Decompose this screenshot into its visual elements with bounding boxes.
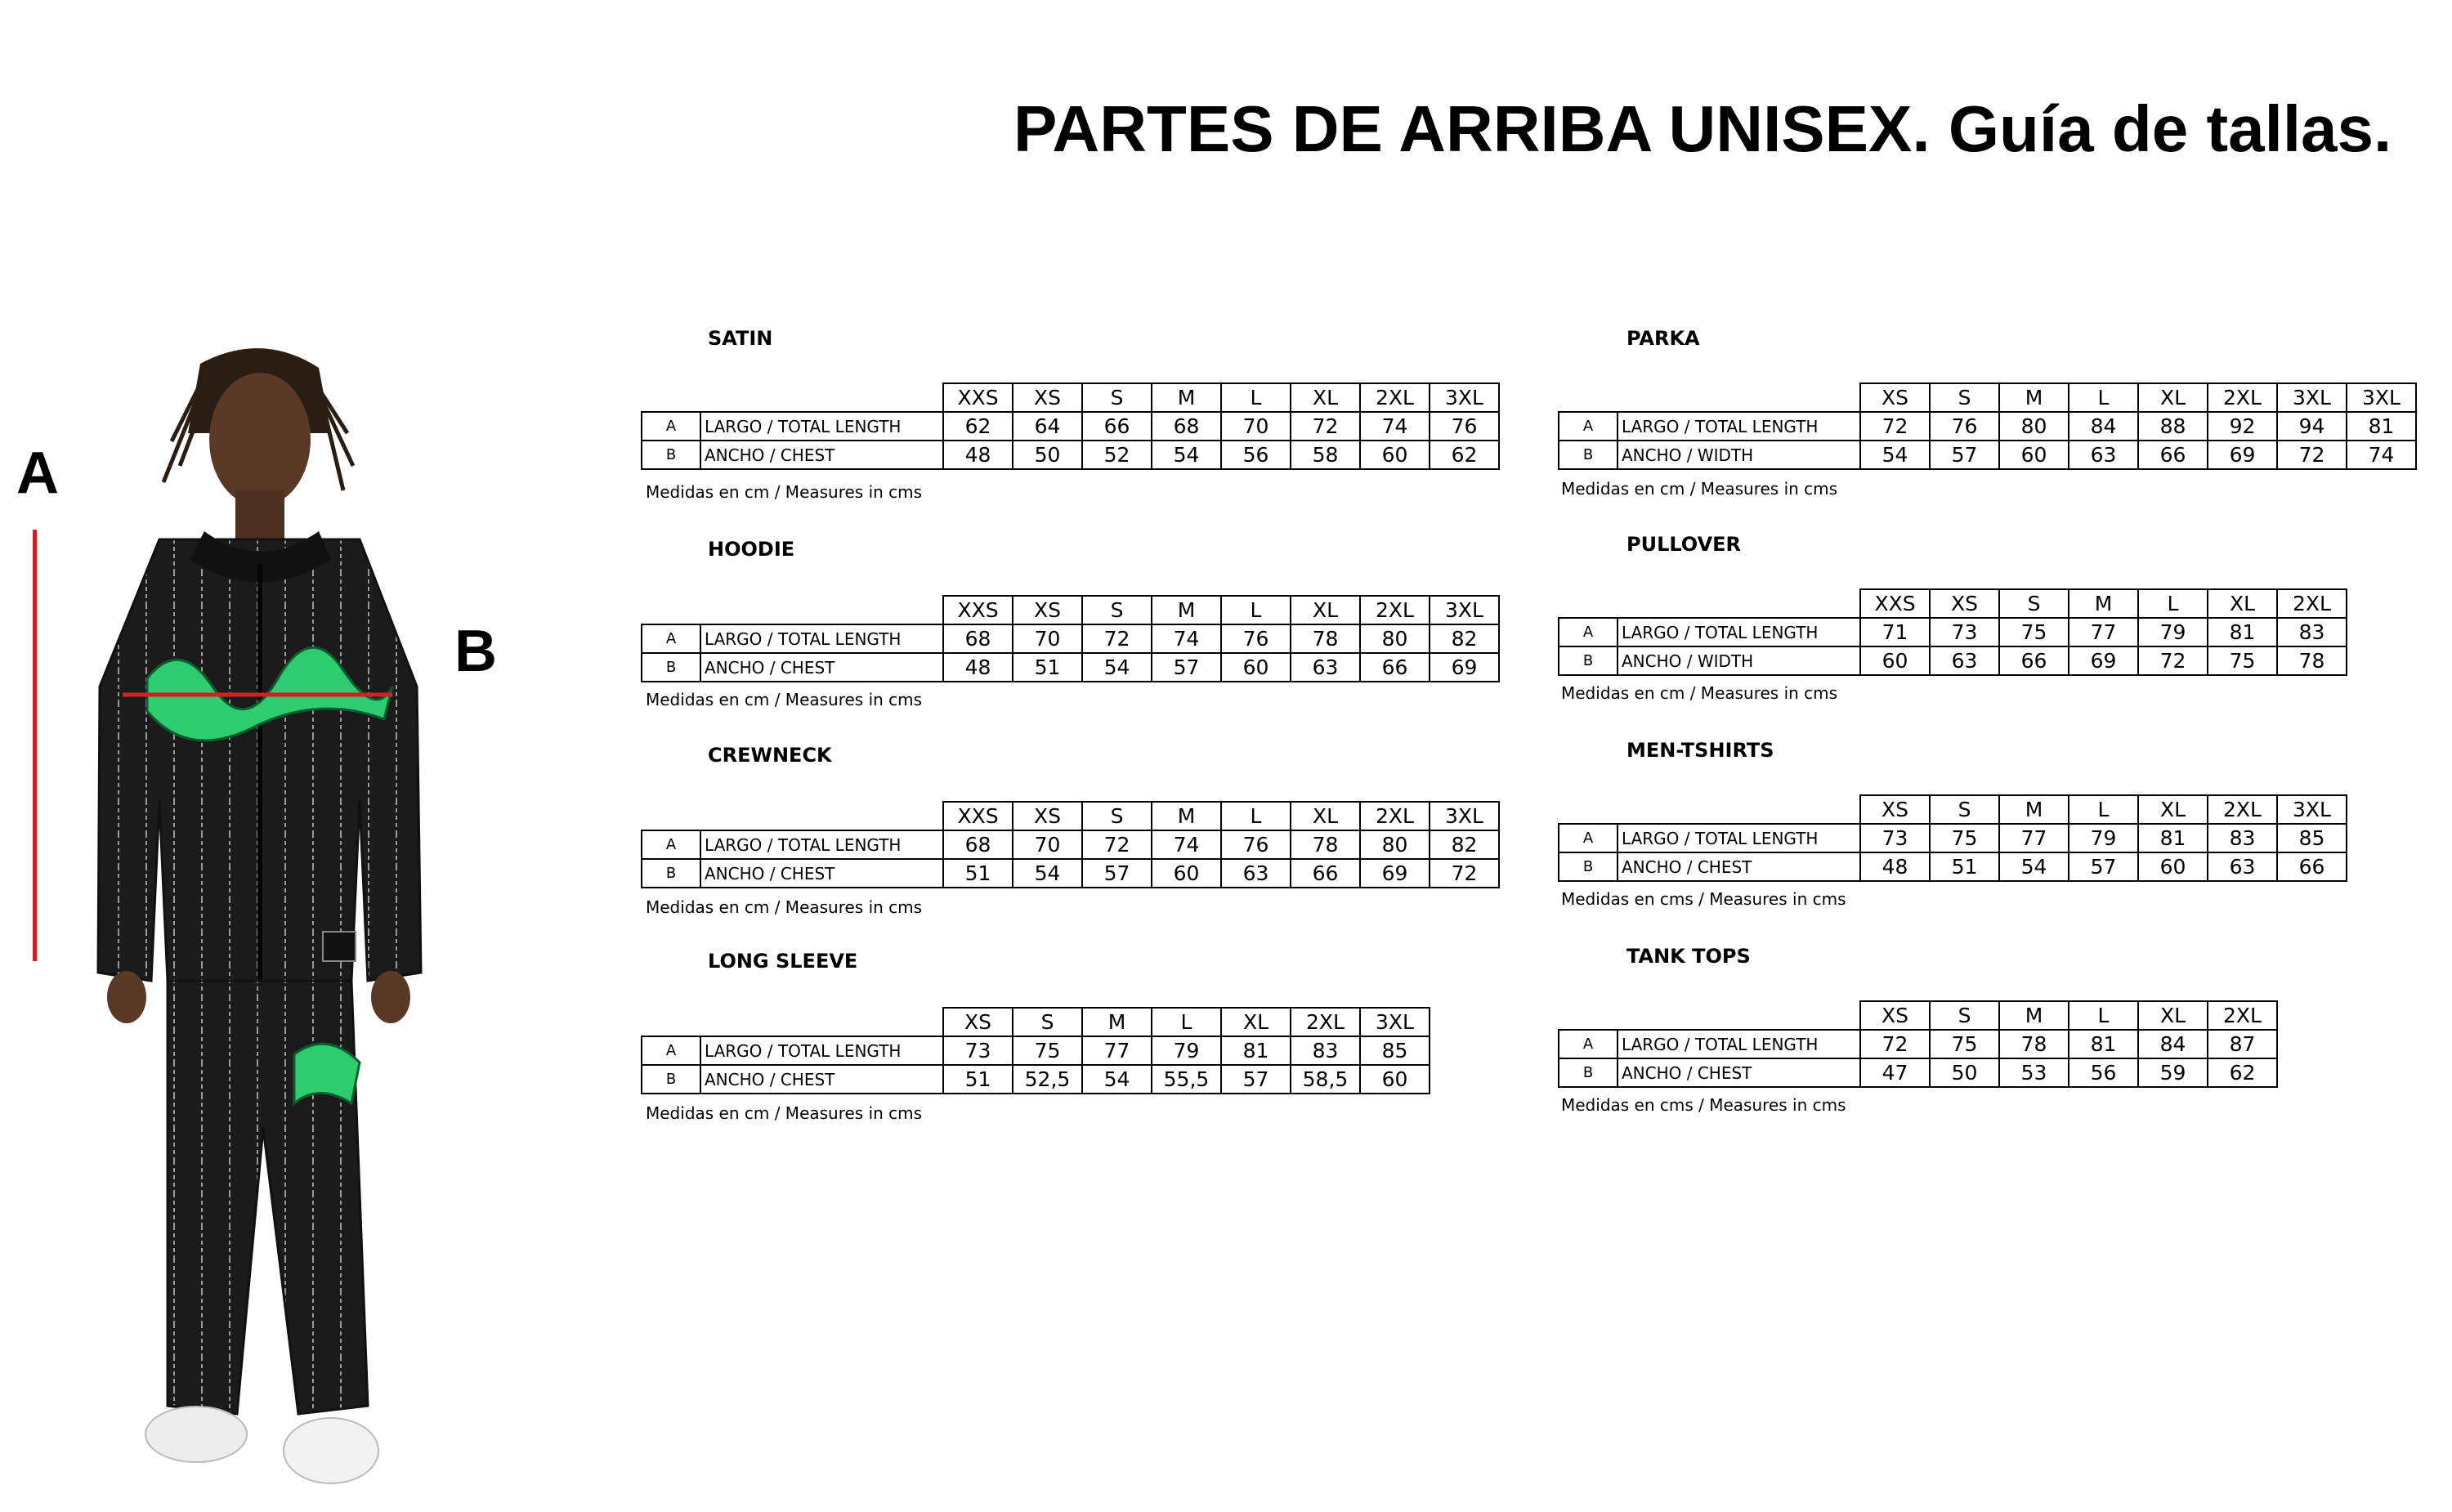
- measure-value-cell: 83: [2277, 618, 2347, 646]
- measure-value-cell: 76: [1221, 624, 1291, 653]
- measure-value-cell: 76: [1430, 412, 1499, 441]
- size-header-cell: L: [1221, 802, 1291, 830]
- measure-value-cell: 63: [1291, 653, 1360, 682]
- measure-value-cell: 72: [1860, 412, 1930, 441]
- size-header-cell: L: [2138, 589, 2208, 618]
- measure-value-cell: 85: [1360, 1036, 1430, 1065]
- men-tshirts-size-table: [1558, 794, 2347, 882]
- empty-cell: [700, 596, 943, 624]
- size-header-cell: XL: [2138, 383, 2208, 412]
- row-key-cell: B: [642, 1065, 700, 1094]
- measure-value-cell: 50: [1930, 1058, 1999, 1087]
- measure-value-cell: 77: [1082, 1036, 1152, 1065]
- measure-value-cell: 78: [1291, 830, 1360, 859]
- measure-value-cell: 48: [1860, 852, 1930, 881]
- empty-cell: [642, 802, 700, 830]
- measure-value-cell: 60: [1221, 653, 1291, 682]
- measure-value-cell: 76: [1221, 830, 1291, 859]
- measure-value-cell: 51: [1930, 852, 1999, 881]
- measure-value-cell: 60: [1860, 646, 1930, 675]
- measure-value-cell: 79: [2069, 824, 2138, 852]
- men-tshirts-title: MEN-TSHIRTS: [1626, 739, 1774, 762]
- empty-cell: [1618, 383, 1860, 412]
- measure-value-cell: 56: [2069, 1058, 2138, 1087]
- row-label-cell: LARGO / TOTAL LENGTH: [1618, 1030, 1860, 1058]
- size-header-cell: XS: [1860, 1001, 1930, 1030]
- measure-value-cell: 50: [1013, 441, 1082, 469]
- empty-cell: [642, 596, 700, 624]
- row-label-cell: ANCHO / CHEST: [700, 1065, 943, 1094]
- measure-value-cell: 66: [2277, 852, 2347, 881]
- page-title: PARTES DE ARRIBA UNISEX. Guía de tallas.: [1013, 92, 2392, 165]
- row-key-cell: B: [642, 653, 700, 682]
- measure-value-cell: 58: [1291, 441, 1360, 469]
- measure-value-cell: 51: [1013, 653, 1082, 682]
- measure-value-cell: 64: [1013, 412, 1082, 441]
- measure-value-cell: 69: [1360, 859, 1430, 888]
- row-label-cell: LARGO / TOTAL LENGTH: [700, 830, 943, 859]
- size-header-row: [642, 383, 1499, 412]
- table-row: [1559, 646, 2347, 675]
- measure-value-cell: 66: [1082, 412, 1152, 441]
- measure-value-cell: 66: [1999, 646, 2069, 675]
- measure-value-cell: 82: [1430, 624, 1499, 653]
- size-header-cell: 2XL: [2208, 1001, 2277, 1030]
- row-key-cell: B: [1559, 852, 1618, 881]
- row-key-cell: A: [1559, 824, 1618, 852]
- hoodie-title: HOODIE: [708, 538, 795, 561]
- size-header-cell: XXS: [943, 596, 1013, 624]
- table-row: [1559, 412, 2416, 441]
- row-label-cell: ANCHO / CHEST: [700, 441, 943, 469]
- row-label-cell: LARGO / TOTAL LENGTH: [700, 624, 943, 653]
- size-header-row: [1559, 383, 2416, 412]
- size-header-cell: L: [1152, 1008, 1221, 1036]
- row-key-cell: A: [642, 624, 700, 653]
- row-key-cell: B: [1559, 1058, 1618, 1087]
- row-label-cell: LARGO / TOTAL LENGTH: [1618, 618, 1860, 646]
- size-header-cell: XL: [2138, 1001, 2208, 1030]
- measure-value-cell: 56: [1221, 441, 1291, 469]
- measure-value-cell: 88: [2138, 412, 2208, 441]
- measure-value-cell: 58,5: [1291, 1065, 1360, 1094]
- table-row: [1559, 824, 2347, 852]
- measure-value-cell: 72: [2138, 646, 2208, 675]
- measure-value-cell: 57: [1082, 859, 1152, 888]
- empty-cell: [700, 802, 943, 830]
- size-header-cell: L: [2069, 795, 2138, 824]
- tank-tops-units-note: Medidas en cms / Measures in cms: [1561, 1095, 1846, 1115]
- tank-tops-size-table: [1558, 1000, 2278, 1088]
- parka-size-table: [1558, 382, 2417, 470]
- measure-value-cell: 75: [1013, 1036, 1082, 1065]
- row-key-cell: A: [1559, 618, 1618, 646]
- size-header-cell: M: [1999, 795, 2069, 824]
- size-header-cell: XL: [1291, 802, 1360, 830]
- empty-cell: [1618, 589, 1860, 618]
- row-key-cell: B: [1559, 646, 1618, 675]
- size-header-cell: S: [1082, 596, 1152, 624]
- size-header-cell: S: [1999, 589, 2069, 618]
- measure-value-cell: 55,5: [1152, 1065, 1221, 1094]
- head-shape: [209, 373, 311, 507]
- table-row: [642, 653, 1499, 682]
- size-header-cell: L: [2069, 383, 2138, 412]
- crewneck-title: CREWNECK: [708, 744, 832, 767]
- row-label-cell: ANCHO / WIDTH: [1618, 441, 1860, 469]
- measure-value-cell: 73: [1930, 618, 1999, 646]
- measure-value-cell: 72: [2277, 441, 2347, 469]
- size-header-cell: XS: [943, 1008, 1013, 1036]
- measure-value-cell: 68: [943, 624, 1013, 653]
- size-header-cell: M: [2069, 589, 2138, 618]
- size-header-cell: S: [1930, 795, 1999, 824]
- measure-value-cell: 63: [1221, 859, 1291, 888]
- measure-value-cell: 87: [2208, 1030, 2277, 1058]
- measure-value-cell: 84: [2069, 412, 2138, 441]
- pullover-title: PULLOVER: [1626, 533, 1742, 556]
- measure-value-cell: 68: [1152, 412, 1221, 441]
- measure-value-cell: 83: [1291, 1036, 1360, 1065]
- measure-value-cell: 54: [1999, 852, 2069, 881]
- left-shoe: [145, 1407, 247, 1462]
- table-row: [1559, 618, 2347, 646]
- size-header-cell: XL: [1221, 1008, 1291, 1036]
- measure-value-cell: 70: [1221, 412, 1291, 441]
- measure-value-cell: 62: [2208, 1058, 2277, 1087]
- size-header-cell: S: [1082, 383, 1152, 412]
- measure-value-cell: 59: [2138, 1058, 2208, 1087]
- size-header-cell: M: [1152, 596, 1221, 624]
- size-header-cell: L: [1221, 383, 1291, 412]
- row-label-cell: LARGO / TOTAL LENGTH: [1618, 412, 1860, 441]
- measure-value-cell: 52,5: [1013, 1065, 1082, 1094]
- empty-cell: [700, 383, 943, 412]
- size-header-row: [642, 596, 1499, 624]
- measure-value-cell: 57: [1152, 653, 1221, 682]
- crewneck-size-table: [641, 801, 1500, 888]
- size-header-cell: S: [1013, 1008, 1082, 1036]
- size-header-cell: XXS: [1860, 589, 1930, 618]
- row-key-cell: A: [1559, 412, 1618, 441]
- measure-value-cell: 81: [2347, 412, 2416, 441]
- table-row: [642, 1065, 1430, 1094]
- measure-value-cell: 75: [1930, 1030, 1999, 1058]
- measure-value-cell: 72: [1291, 412, 1360, 441]
- measure-value-cell: 74: [1152, 830, 1221, 859]
- size-header-cell: 3XL: [2277, 795, 2347, 824]
- size-header-cell: 3XL: [1430, 802, 1499, 830]
- measure-value-cell: 92: [2208, 412, 2277, 441]
- measure-value-cell: 66: [1360, 653, 1430, 682]
- measure-value-cell: 60: [1360, 1065, 1430, 1094]
- size-header-cell: XXS: [943, 802, 1013, 830]
- measure-value-cell: 74: [1152, 624, 1221, 653]
- size-header-cell: 3XL: [1430, 596, 1499, 624]
- row-label-cell: ANCHO / WIDTH: [1618, 646, 1860, 675]
- measure-value-cell: 80: [1360, 624, 1430, 653]
- size-header-cell: 3XL: [2347, 383, 2416, 412]
- row-label-cell: ANCHO / CHEST: [700, 653, 943, 682]
- measure-value-cell: 69: [2069, 646, 2138, 675]
- empty-cell: [1559, 795, 1618, 824]
- empty-cell: [1559, 383, 1618, 412]
- row-key-cell: A: [642, 1036, 700, 1065]
- row-label-cell: LARGO / TOTAL LENGTH: [700, 412, 943, 441]
- measure-value-cell: 70: [1013, 624, 1082, 653]
- measure-value-cell: 84: [2138, 1030, 2208, 1058]
- size-header-cell: 2XL: [2277, 589, 2347, 618]
- measure-value-cell: 51: [943, 1065, 1013, 1094]
- empty-cell: [1618, 1001, 1860, 1030]
- measure-value-cell: 73: [943, 1036, 1013, 1065]
- measure-value-cell: 85: [2277, 824, 2347, 852]
- model-illustration: [49, 343, 474, 1512]
- size-header-cell: 2XL: [2208, 795, 2277, 824]
- measure-value-cell: 69: [2208, 441, 2277, 469]
- measure-value-cell: 72: [1082, 624, 1152, 653]
- size-header-row: [642, 1008, 1430, 1036]
- parka-units-note: Medidas en cm / Measures in cms: [1561, 479, 1838, 499]
- row-key-cell: A: [1559, 1030, 1618, 1058]
- size-header-cell: XL: [1291, 383, 1360, 412]
- size-header-cell: M: [1082, 1008, 1152, 1036]
- size-header-row: [1559, 795, 2347, 824]
- size-header-cell: XXS: [943, 383, 1013, 412]
- size-header-cell: XS: [1013, 383, 1082, 412]
- measure-value-cell: 57: [1221, 1065, 1291, 1094]
- table-row: [642, 412, 1499, 441]
- size-header-cell: XL: [2208, 589, 2277, 618]
- size-header-cell: XL: [1291, 596, 1360, 624]
- measure-value-cell: 79: [2138, 618, 2208, 646]
- measure-value-cell: 52: [1082, 441, 1152, 469]
- table-row: [1559, 1058, 2277, 1087]
- measure-value-cell: 80: [1360, 830, 1430, 859]
- right-shoe: [284, 1418, 378, 1483]
- long-sleeve-title: LONG SLEEVE: [708, 950, 858, 973]
- measure-value-cell: 48: [943, 441, 1013, 469]
- length-measure-line: [33, 530, 37, 961]
- hoodie-units-note: Medidas en cm / Measures in cms: [646, 690, 923, 709]
- measure-label-b: B: [454, 619, 497, 684]
- measure-value-cell: 47: [1860, 1058, 1930, 1087]
- table-row: [1559, 852, 2347, 881]
- row-label-cell: ANCHO / CHEST: [1618, 1058, 1860, 1087]
- measure-value-cell: 63: [1930, 646, 1999, 675]
- measure-value-cell: 62: [1430, 441, 1499, 469]
- measure-value-cell: 79: [1152, 1036, 1221, 1065]
- size-header-cell: 3XL: [1360, 1008, 1430, 1036]
- measure-value-cell: 68: [943, 830, 1013, 859]
- measure-value-cell: 74: [2347, 441, 2416, 469]
- measure-value-cell: 70: [1013, 830, 1082, 859]
- satin-size-table: [641, 382, 1500, 470]
- table-row: [1559, 1030, 2277, 1058]
- satin-units-note: Medidas en cm / Measures in cms: [646, 482, 923, 502]
- measure-value-cell: 60: [1360, 441, 1430, 469]
- size-header-cell: 2XL: [2208, 383, 2277, 412]
- measure-value-cell: 54: [1082, 653, 1152, 682]
- size-header-cell: S: [1930, 1001, 1999, 1030]
- empty-cell: [700, 1008, 943, 1036]
- long-sleeve-units-note: Medidas en cm / Measures in cms: [646, 1103, 923, 1123]
- measure-value-cell: 78: [1291, 624, 1360, 653]
- table-row: [642, 441, 1499, 469]
- measure-label-a: A: [16, 441, 59, 506]
- measure-value-cell: 54: [1082, 1065, 1152, 1094]
- size-header-cell: 3XL: [2277, 383, 2347, 412]
- row-label-cell: LARGO / TOTAL LENGTH: [1618, 824, 1860, 852]
- measure-value-cell: 51: [943, 859, 1013, 888]
- measure-value-cell: 57: [1930, 441, 1999, 469]
- measure-value-cell: 54: [1860, 441, 1930, 469]
- size-header-cell: 2XL: [1291, 1008, 1360, 1036]
- measure-value-cell: 75: [1999, 618, 2069, 646]
- size-header-cell: XS: [1013, 802, 1082, 830]
- measure-value-cell: 57: [2069, 852, 2138, 881]
- measure-value-cell: 77: [2069, 618, 2138, 646]
- measure-value-cell: 80: [1999, 412, 2069, 441]
- measure-value-cell: 60: [1152, 859, 1221, 888]
- measure-value-cell: 69: [1430, 653, 1499, 682]
- table-row: [642, 859, 1499, 888]
- measure-value-cell: 60: [2138, 852, 2208, 881]
- row-key-cell: B: [1559, 441, 1618, 469]
- pullover-units-note: Medidas en cm / Measures in cms: [1561, 683, 1838, 703]
- measure-value-cell: 75: [2208, 646, 2277, 675]
- size-header-cell: 2XL: [1360, 596, 1430, 624]
- measure-value-cell: 63: [2208, 852, 2277, 881]
- table-row: [642, 1036, 1430, 1065]
- model-figure: [0, 163, 497, 1355]
- row-label-cell: ANCHO / CHEST: [700, 859, 943, 888]
- row-key-cell: A: [642, 830, 700, 859]
- size-header-cell: S: [1930, 383, 1999, 412]
- measure-value-cell: 53: [1999, 1058, 2069, 1087]
- long-sleeve-size-table: [641, 1007, 1430, 1094]
- size-header-cell: M: [1152, 383, 1221, 412]
- measure-value-cell: 48: [943, 653, 1013, 682]
- size-header-cell: XS: [1860, 795, 1930, 824]
- row-key-cell: A: [642, 412, 700, 441]
- measure-value-cell: 62: [943, 412, 1013, 441]
- hoodie-size-table: [641, 595, 1500, 682]
- row-key-cell: B: [642, 441, 700, 469]
- measure-value-cell: 77: [1999, 824, 2069, 852]
- measure-value-cell: 74: [1360, 412, 1430, 441]
- measure-value-cell: 63: [2069, 441, 2138, 469]
- empty-cell: [642, 383, 700, 412]
- measure-value-cell: 81: [2208, 618, 2277, 646]
- measure-value-cell: 66: [2138, 441, 2208, 469]
- empty-cell: [642, 1008, 700, 1036]
- size-header-cell: XL: [2138, 795, 2208, 824]
- size-header-cell: 2XL: [1360, 383, 1430, 412]
- measure-value-cell: 72: [1430, 859, 1499, 888]
- size-header-cell: 2XL: [1360, 802, 1430, 830]
- empty-cell: [1618, 795, 1860, 824]
- tank-tops-title: TANK TOPS: [1626, 945, 1751, 968]
- size-header-cell: XS: [1013, 596, 1082, 624]
- size-header-cell: L: [2069, 1001, 2138, 1030]
- empty-cell: [1559, 1001, 1618, 1030]
- measure-value-cell: 54: [1013, 859, 1082, 888]
- size-header-cell: M: [1999, 1001, 2069, 1030]
- size-header-row: [1559, 1001, 2277, 1030]
- measure-value-cell: 75: [1930, 824, 1999, 852]
- size-header-cell: S: [1082, 802, 1152, 830]
- size-header-cell: M: [1152, 802, 1221, 830]
- men-tshirts-units-note: Medidas en cms / Measures in cms: [1561, 889, 1846, 909]
- crewneck-units-note: Medidas en cm / Measures in cms: [646, 897, 923, 917]
- measure-value-cell: 72: [1082, 830, 1152, 859]
- row-label-cell: LARGO / TOTAL LENGTH: [700, 1036, 943, 1065]
- measure-value-cell: 78: [1999, 1030, 2069, 1058]
- measure-value-cell: 81: [2138, 824, 2208, 852]
- empty-cell: [1559, 589, 1618, 618]
- table-row: [642, 624, 1499, 653]
- measure-value-cell: 94: [2277, 412, 2347, 441]
- row-label-cell: ANCHO / CHEST: [1618, 852, 1860, 881]
- measure-value-cell: 72: [1860, 1030, 1930, 1058]
- table-row: [642, 830, 1499, 859]
- measure-value-cell: 66: [1291, 859, 1360, 888]
- measure-value-cell: 76: [1930, 412, 1999, 441]
- satin-title: SATIN: [708, 327, 773, 350]
- size-header-cell: M: [1999, 383, 2069, 412]
- parka-title: PARKA: [1626, 327, 1700, 350]
- size-header-row: [642, 802, 1499, 830]
- pullover-size-table: [1558, 588, 2347, 676]
- size-header-cell: 3XL: [1430, 383, 1499, 412]
- measure-value-cell: 78: [2277, 646, 2347, 675]
- size-header-cell: XS: [1860, 383, 1930, 412]
- measure-value-cell: 71: [1860, 618, 1930, 646]
- table-row: [1559, 441, 2416, 469]
- measure-value-cell: 81: [1221, 1036, 1291, 1065]
- measure-value-cell: 60: [1999, 441, 2069, 469]
- measure-value-cell: 83: [2208, 824, 2277, 852]
- measure-value-cell: 54: [1152, 441, 1221, 469]
- row-key-cell: B: [642, 859, 700, 888]
- size-header-cell: XS: [1930, 589, 1999, 618]
- measure-value-cell: 82: [1430, 830, 1499, 859]
- size-header-cell: L: [1221, 596, 1291, 624]
- size-header-row: [1559, 589, 2347, 618]
- measure-value-cell: 73: [1860, 824, 1930, 852]
- measure-value-cell: 81: [2069, 1030, 2138, 1058]
